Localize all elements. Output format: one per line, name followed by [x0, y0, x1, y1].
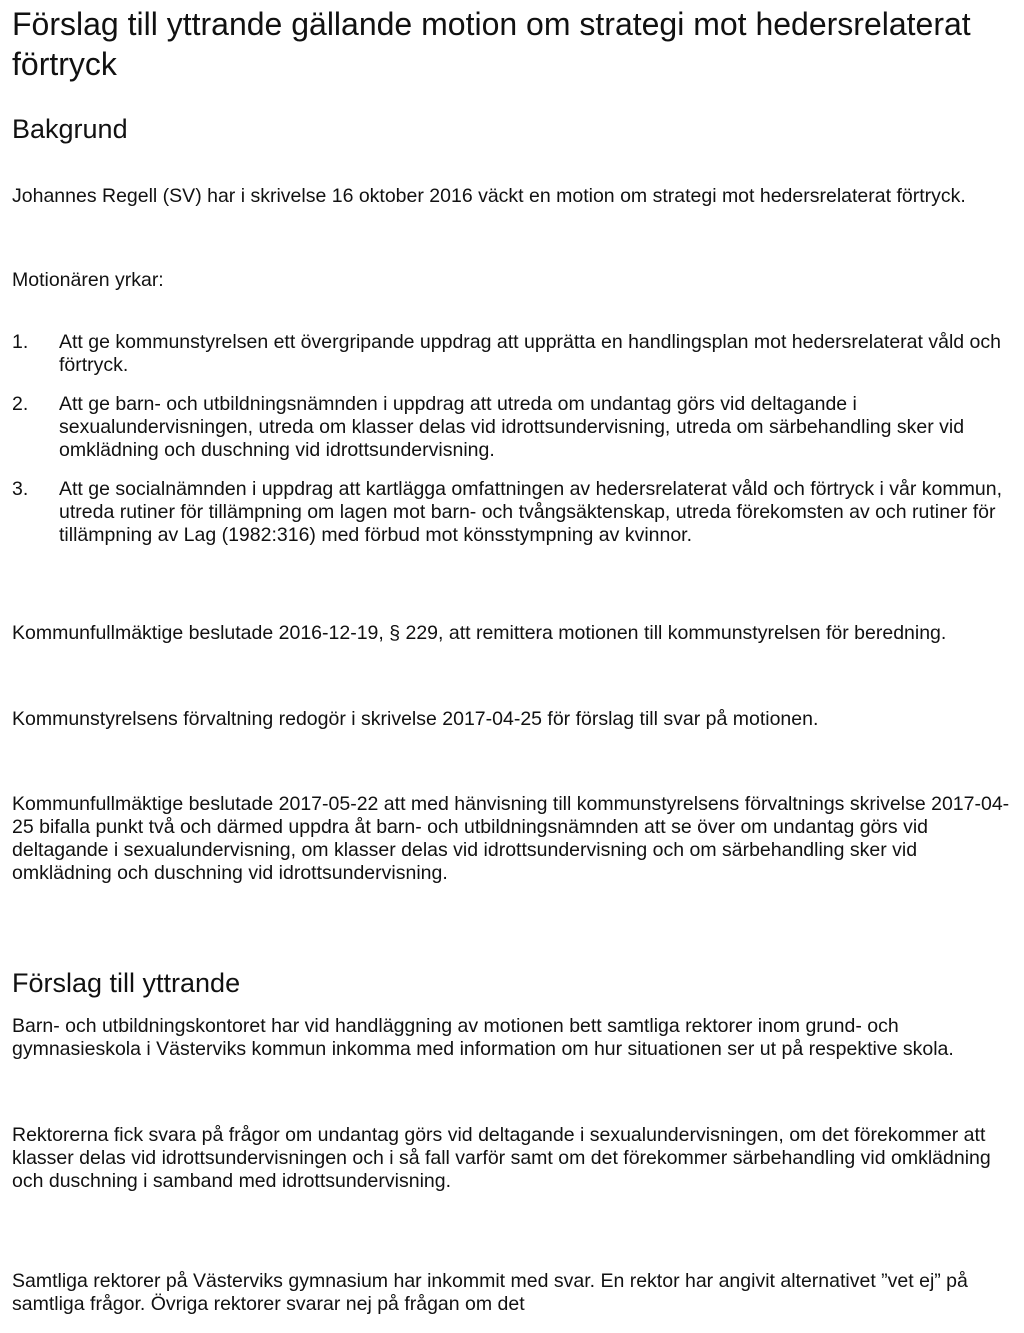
- list-item: [12, 393, 1016, 462]
- list-item: [12, 331, 1016, 377]
- list-item-number: 3.: [12, 478, 29, 500]
- motion-lead: Motionären yrkar:: [12, 269, 164, 291]
- office-paragraph: Barn- och utbildningskontoret har vid handläggning av motionen bett samtliga rektorer inom grund- och gymnasieskola i Västerviks kommun inkomma med information om hur situationen ser ut på respektive skola.: [12, 1015, 954, 1060]
- list-item-number: 1.: [12, 331, 29, 353]
- list-item: [12, 478, 1016, 547]
- list-item-number: 2.: [12, 393, 29, 415]
- section-heading-forslag: Förslag till yttrande: [12, 968, 241, 998]
- administration-paragraph: Kommunstyrelsens förvaltning redogör i skrivelse 2017-04-25 för förslag till svar på motionen.: [12, 708, 819, 730]
- intro-paragraph: Johannes Regell (SV) har i skrivelse 16 oktober 2016 väckt en motion om strategi mot hedersrelaterat förtryck.: [12, 185, 966, 207]
- council-decision-paragraph: Kommunfullmäktige beslutade 2017-05-22 att med hänvisning till kommunstyrelsens förvaltnings skrivelse 2017-04-25 bifalla punkt två och därmed uppdra åt barn- och utbildningsnämnden att se över om undantag görs vid deltagande i sexualundervisning, om klasser delas vid idrottsundervisning och om särbehandling sker vid omklädning och duschning vid idrottsundervisning.: [12, 793, 1010, 884]
- list-item-text: Att ge barn- och utbildningsnämnden i uppdrag att utreda om undantag görs vid deltagande i sexualundervisningen, utreda om klasser delas vid idrottsundervisning, utreda om särbehandling sker vid omklädning och duschning vid idrottsundervisning.: [59, 393, 965, 461]
- principals-questions-paragraph: Rektorerna fick svara på frågor om undantag görs vid deltagande i sexualundervisningen, om det förekommer att klasser delas vid idrottsundervisningen och i så fall varför samt om det förekommer särbehandling vid omklädning och duschning i samband med idrottsundervisning.: [12, 1124, 991, 1192]
- section-heading-bakgrund: Bakgrund: [12, 114, 128, 144]
- decision-paragraph: Kommunfullmäktige beslutade 2016-12-19, § 229, att remittera motionen till kommunstyrelsen för beredning.: [12, 622, 947, 644]
- list-item-text: Att ge kommunstyrelsen ett övergripande uppdrag att upprätta en handlingsplan mot hedersrelaterat våld och förtryck.: [59, 331, 1001, 376]
- list-item-text: Att ge socialnämnden i uppdrag att kartlägga omfattningen av hedersrelaterat våld och förtryck i vår kommun, utreda rutiner för tillämpning om lagen mot barn- och tvångsäktenskap, utreda förekomsten av och rutiner för tillämpning av Lag (1982:316) med förbud mot könsstympning av kvinnor.: [59, 478, 1002, 546]
- gymnasium-answers-paragraph: Samtliga rektorer på Västerviks gymnasium har inkommit med svar. En rektor har angivit alternativet ”vet ej” på samtliga frågor. Övriga rektorer svarar nej på frågan om det: [12, 1270, 968, 1315]
- document-title: Förslag till yttrande gällande motion om strategi mot hedersrelaterat förtryck: [12, 6, 971, 82]
